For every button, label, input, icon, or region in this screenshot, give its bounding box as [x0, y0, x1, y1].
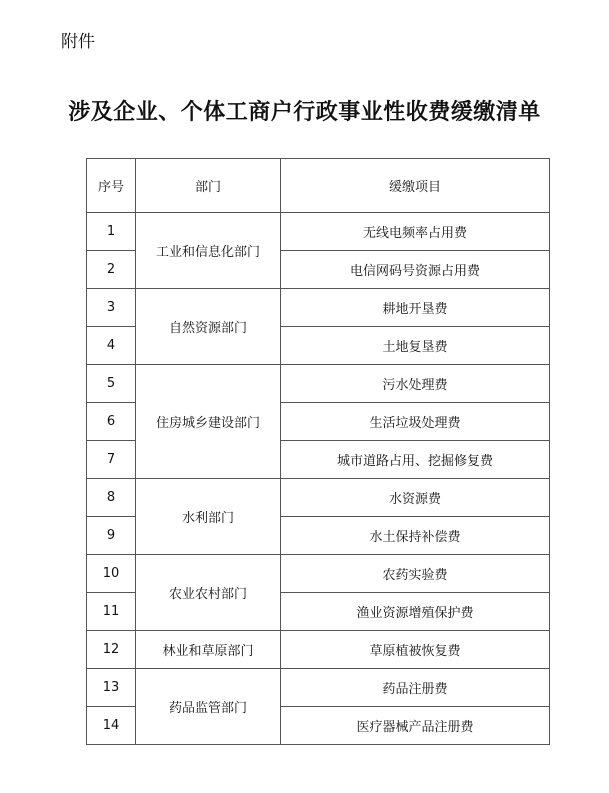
row-number: 9 [87, 517, 136, 555]
row-number: 8 [87, 479, 136, 517]
fee-item-cell: 水土保持补偿费 [281, 517, 550, 555]
department-cell: 水利部门 [136, 479, 281, 555]
fee-item-cell: 生活垃圾处理费 [281, 403, 550, 441]
attachment-label: 附件 [61, 32, 95, 52]
fee-item-cell: 电信网码号资源占用费 [281, 251, 550, 289]
row-number: 11 [87, 593, 136, 631]
row-number: 12 [87, 631, 136, 669]
row-number: 10 [87, 555, 136, 593]
fee-deferral-table [86, 158, 550, 745]
header-item: 缓缴项目 [281, 159, 550, 213]
fee-item-cell: 医疗器械产品注册费 [281, 707, 550, 745]
fee-item-cell: 草原植被恢复费 [281, 631, 550, 669]
fee-item-cell: 渔业资源增殖保护费 [281, 593, 550, 631]
row-number: 1 [87, 213, 136, 251]
department-cell: 农业农村部门 [136, 555, 281, 631]
row-number: 5 [87, 365, 136, 403]
document-title: 涉及企业、个体工商户行政事业性收费缓缴清单 [68, 99, 541, 125]
table-row [87, 365, 550, 403]
row-number: 14 [87, 707, 136, 745]
table-row [87, 213, 550, 251]
department-cell: 林业和草原部门 [136, 631, 281, 669]
header-department: 部门 [136, 159, 281, 213]
fee-item-cell: 耕地开垦费 [281, 289, 550, 327]
row-number: 6 [87, 403, 136, 441]
table-row [87, 289, 550, 327]
row-number: 3 [87, 289, 136, 327]
fee-item-cell: 土地复垦费 [281, 327, 550, 365]
table-row [87, 631, 550, 669]
row-number: 7 [87, 441, 136, 479]
table-row [87, 479, 550, 517]
row-number: 2 [87, 251, 136, 289]
table-row [87, 555, 550, 593]
fee-item-cell: 污水处理费 [281, 365, 550, 403]
department-cell: 药品监管部门 [136, 669, 281, 745]
row-number: 4 [87, 327, 136, 365]
fee-item-cell: 药品注册费 [281, 669, 550, 707]
department-cell: 住房城乡建设部门 [136, 365, 281, 479]
department-cell: 工业和信息化部门 [136, 213, 281, 289]
department-cell: 自然资源部门 [136, 289, 281, 365]
fee-item-cell: 农药实验费 [281, 555, 550, 593]
row-number: 13 [87, 669, 136, 707]
header-no: 序号 [87, 159, 136, 213]
table-header-row [87, 159, 550, 213]
fee-item-cell: 水资源费 [281, 479, 550, 517]
fee-item-cell: 无线电频率占用费 [281, 213, 550, 251]
table-row [87, 669, 550, 707]
fee-item-cell: 城市道路占用、挖掘修复费 [281, 441, 550, 479]
